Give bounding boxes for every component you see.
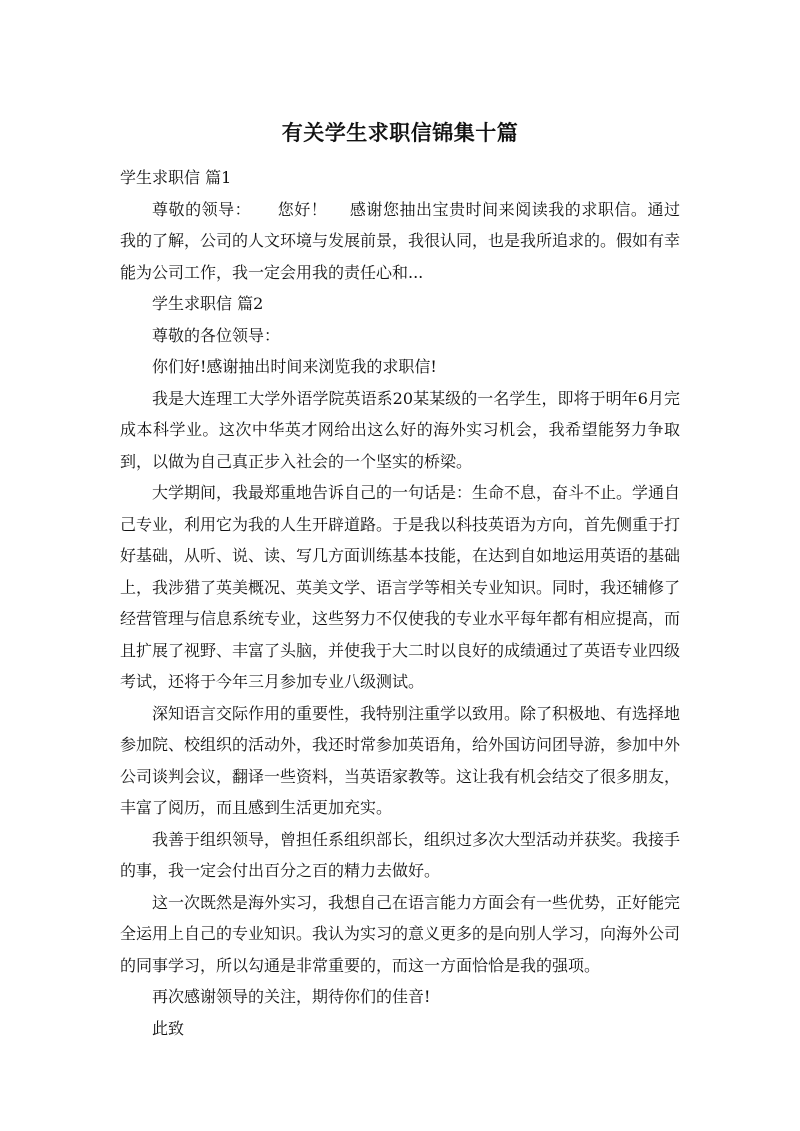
section-2-closing: 此致 — [152, 1018, 185, 1038]
section-1-salutation: 您好！ — [277, 199, 328, 219]
document-body — [120, 162, 680, 1044]
section-2-paragraph: 尊敬的各位领导： — [152, 325, 281, 345]
section-2-paragraph: 这一次既然是海外实习，我想自己在语言能力方面会有一些优势，正好能完全运用上自己的专业知识。我认为实习的意义更多的是向别人学习，向海外公司的同事学习，所以勾通是非常重要的，而这一方面恰恰是我的强项。 — [120, 892, 681, 975]
section-2-paragraph: 再次感谢领导的关注，期待你们的佳音! — [152, 987, 431, 1006]
document-title: 有关学生求职信锦集十篇 — [281, 121, 519, 145]
section-2-paragraph: 大学期间，我最郑重地告诉自己的一句话是：生命不息，奋斗不止。学通自己专业，利用它为我的人生开辟道路。于是我以科技英语为方向，首先侧重于打好基础，从听、说、读、写几方面训练基本技能，在达到自如地运用英语的基础上，我涉猎了英美概况、英美文学、语言学等相关专业知识。同时，我还辅修了经营管理与信息系统专业，这些努力不仅使我的专业水平每年都有相应提高，而且扩展了视野、丰富了头脑，并使我于大二时以良好的成绩通过了英语专业四级考试，还将于今年三月参加专业八级测试。 — [120, 483, 681, 691]
section-1-body — [120, 194, 680, 289]
section-1-heading: 学生求职信 篇1 — [120, 168, 232, 187]
section-2-heading: 学生求职信 篇2 — [152, 294, 264, 313]
section-1-text: 感谢您抽出宝贵时间来阅读我的求职信。通过我的了解，公司的人文环境与发展前景，我很认同，也是我所追求的。假如有幸能为公司工作，我一定会用我的责任心和... — [120, 199, 681, 282]
section-2-paragraph: 我善于组织领导，曾担任系组织部长，组织过多次大型活动并获奖。我接手的事，我一定会付出百分之百的精力去做好。 — [120, 829, 681, 880]
section-2-paragraph: 我是大连理工大学外语学院英语系20某某级的一名学生，即将于明年6月完成本科学业。这次中华英才网给出这么好的海外实习机会，我希望能努力争取到，以做为自己真正步入社会的一个坚实的桥梁。 — [120, 388, 680, 471]
section-1-greeting: 尊敬的领导： — [152, 199, 252, 219]
section-2-paragraph: 深知语言交际作用的重要性，我特别注重学以致用。除了积极地、有选择地参加院、校组织的活动外，我还时常参加英语角，给外国访问团导游，参加中外公司谈判会议，翻译一些资料，当英语家教等。这让我有机会结交了很多朋友，丰富了阅历，而且感到生活更加充实。 — [120, 703, 681, 817]
section-2-paragraph: 你们好!感谢抽出时间来浏览我的求职信! — [152, 357, 437, 376]
